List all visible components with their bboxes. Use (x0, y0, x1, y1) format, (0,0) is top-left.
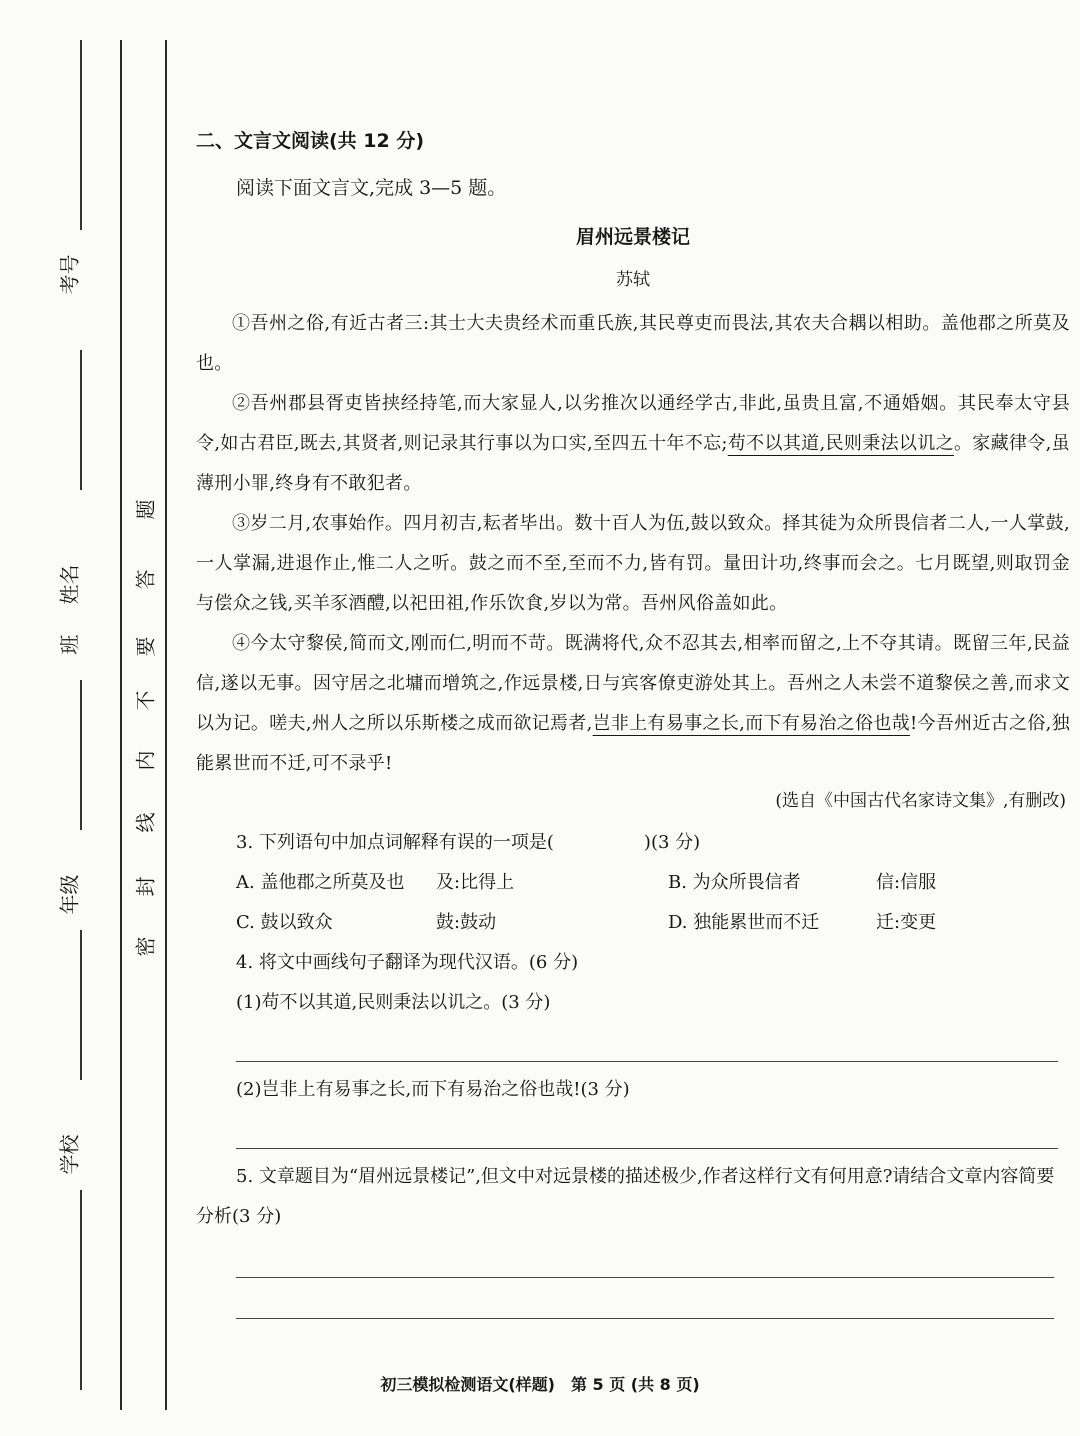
question-4-1: (1)苟不以其道,民则秉法以讥之。(3 分) (236, 992, 551, 1013)
margin-border-line (165, 40, 167, 1410)
grade-field[interactable] (80, 930, 82, 1080)
seal-char: 答 (133, 569, 158, 590)
page-footer: 初三模拟检测语文(样题) 第 5 页 (共 8 页) (380, 1375, 700, 1394)
class-field[interactable] (80, 680, 82, 830)
question-3: 3. 下列语句中加点词解释有误的一项是( )(3 分) (236, 832, 701, 853)
seal-char: 密 (133, 936, 158, 957)
paragraph-2-text-end: 。家藏律令,虽薄刑小罪,终身有不敢犯者。 (196, 433, 1070, 494)
question-3-options (196, 863, 1070, 943)
underlined-sentence-1: 苟不以其道,民则秉法以讥之 (727, 433, 954, 454)
paragraph-4-text-end: !今吾州近古之俗,独能累世而不迁,可不录乎! (196, 713, 1070, 774)
exam-no-label: 考号 (57, 254, 82, 295)
seal-char: 要 (133, 636, 158, 657)
article-source: (选自《中国古代名家诗文集》,有删改) (775, 791, 1066, 811)
section-title: 二、文言文阅读(共 12 分) (196, 130, 425, 152)
question-4: 4. 将文中画线句子翻译为现代汉语。(6 分) (236, 952, 579, 973)
answer-line-4-2[interactable] (236, 1148, 1058, 1149)
paragraph-3: ③岁二月,农事始作。四月初吉,耘者毕出。数十百人为伍,鼓以致众。择其徒为众所畏信者二人,一人掌鼓,一人掌漏,进退作止,惟二人之听。鼓之而不至,至而不力,皆有罚。量田计功,终事而会之。七月既望,则取罚金与偿众之钱,买羊豕酒醴,以祀田祖,作乐饮食,岁以为常。吾州风俗盖如此。 (196, 513, 1070, 614)
seal-char: 题 (133, 499, 158, 520)
option-b-explanation: 信:信服 (876, 872, 937, 893)
paragraph-2-text: ②吾州郡县胥吏皆挟经持笔,而大家显人,以劣推次以通经学古,非此,虽贵且富,不通婚姻。其民奉太守县令,如古君臣,既去,其贤者,则记录其行事以为口实,至四五十年不忘; (196, 393, 1070, 454)
paragraph-4-text: ④今太守黎侯,简而文,刚而仁,明而不苛。既满将代,众不忍其去,相率而留之,上不夺其请。既留三年,民益信,遂以无事。因守居之北墉而增筑之,作远景楼,日与宾客僚吏游处其上。吾州之人未尝不道黎侯之善,而求文以为记。嗟夫,州人之所以乐斯楼之成而欲记焉者, (196, 633, 1070, 734)
option-a[interactable]: A. 盖他郡之所莫及也 (236, 872, 405, 893)
option-d[interactable]: D. 独能累世而不迁 (668, 912, 820, 933)
section-intro: 阅读下面文言文,完成 3—5 题。 (236, 177, 507, 199)
option-a-explanation: 及:比得上 (436, 872, 515, 893)
name-field[interactable] (80, 350, 82, 490)
seal-char: 封 (133, 876, 158, 897)
option-d-explanation: 迁:变更 (876, 912, 937, 933)
binding-margin (0, 0, 175, 1436)
seal-char: 内 (133, 750, 158, 771)
name-label: 姓名 (57, 564, 82, 605)
seal-char: 线 (133, 812, 158, 833)
option-c[interactable]: C. 鼓以致众 (236, 912, 333, 933)
answer-line-4-1[interactable] (236, 1061, 1058, 1062)
question-4-2: (2)岂非上有易事之长,而下有易治之俗也哉!(3 分) (236, 1079, 630, 1100)
option-c-explanation: 鼓:鼓动 (436, 912, 497, 933)
answer-line-5-2[interactable] (236, 1318, 1054, 1319)
option-b[interactable]: B. 为众所畏信者 (668, 872, 801, 893)
grade-label: 年级 (57, 874, 82, 915)
paragraph-2 (196, 384, 1070, 504)
exam-content (196, 126, 1070, 1319)
question-5: 5. 文章题目为“眉州远景楼记”,但文中对远景楼的描述极少,作者这样行文有何用意?请结合文章内容简要分析(3 分) (196, 1166, 1055, 1227)
article-author: 苏轼 (616, 270, 650, 290)
school-field[interactable] (80, 1190, 82, 1390)
margin-border-line (120, 40, 122, 1410)
paragraph-4 (196, 624, 1070, 784)
exam-no-field[interactable] (80, 40, 82, 230)
school-label: 学校 (57, 1134, 82, 1175)
paragraph-1: ①吾州之俗,有近古者三:其士大夫贵经术而重氏族,其民尊吏而畏法,其农夫合耦以相助。盖他郡之所莫及也。 (196, 313, 1070, 374)
seal-char: 不 (133, 690, 158, 711)
class-label: 班 (57, 634, 82, 655)
article-title: 眉州远景楼记 (575, 226, 690, 248)
underlined-sentence-2: 岂非上有易事之长,而下有易治之俗也哉 (592, 713, 910, 734)
